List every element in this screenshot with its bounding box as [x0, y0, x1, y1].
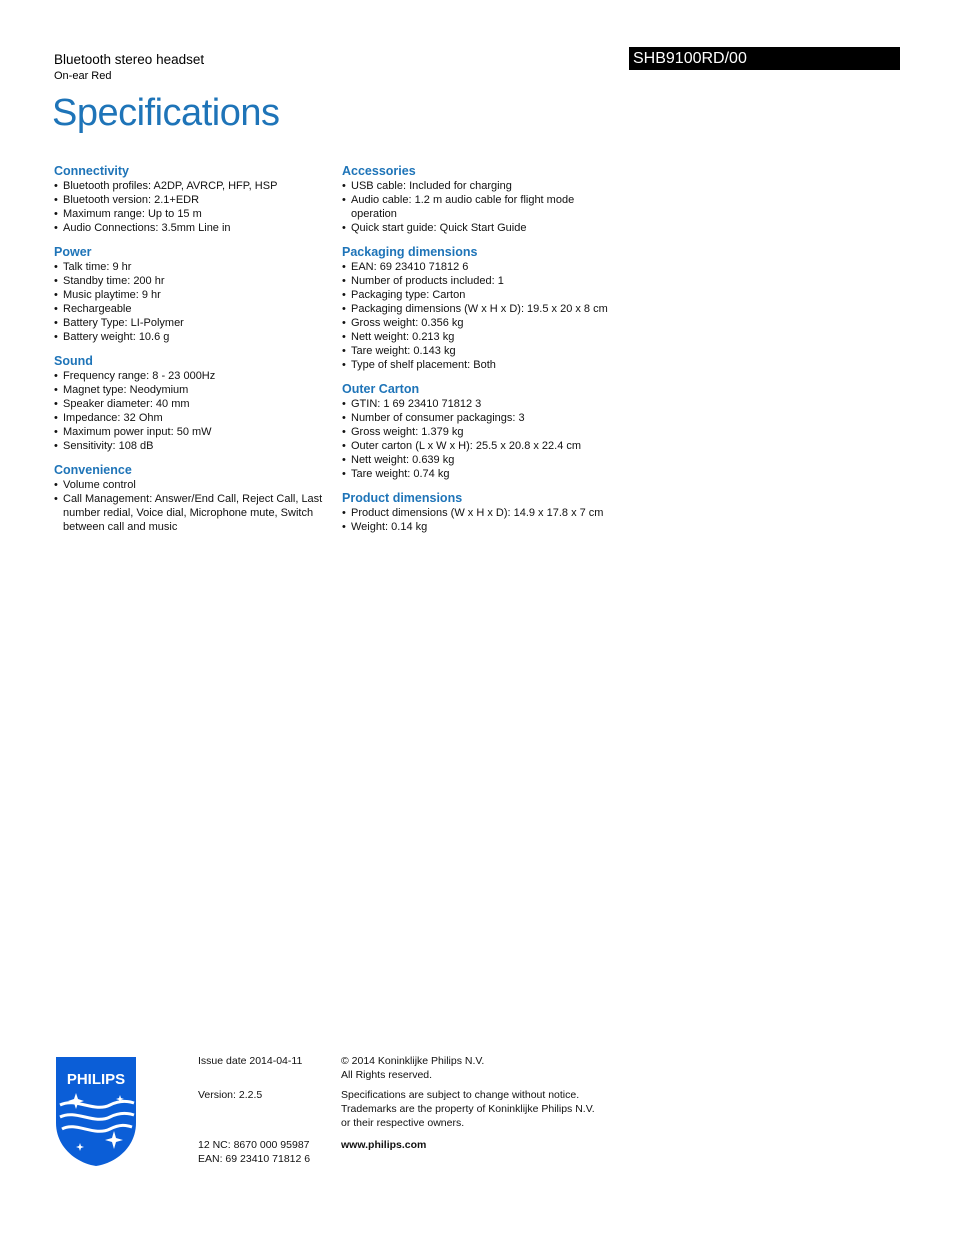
spec-item: • Sensitivity: 108 dB	[54, 439, 334, 453]
spec-item: • Number of consumer packagings: 3	[342, 411, 622, 425]
issue-date: Issue date 2014-04-11	[198, 1055, 303, 1067]
spec-item: • Maximum power input: 50 mW	[54, 425, 334, 439]
model-number-box: SHB9100RD/00	[629, 47, 900, 70]
spec-item: • Frequency range: 8 - 23 000Hz	[54, 369, 334, 383]
copyright-line: © 2014 Koninklijke Philips N.V.	[341, 1055, 485, 1067]
spec-item: • Rechargeable	[54, 302, 334, 316]
spec-item: • Tare weight: 0.74 kg	[342, 467, 622, 481]
spec-item: • USB cable: Included for charging	[342, 179, 622, 193]
version: Version: 2.2.5	[198, 1089, 263, 1101]
section-packaging-dimensions	[342, 244, 622, 372]
spec-item: • Nett weight: 0.639 kg	[342, 453, 622, 467]
spec-column-left	[54, 163, 334, 543]
section-title: Product dimensions	[342, 491, 463, 505]
section-title: Packaging dimensions	[342, 245, 478, 259]
spec-item: • Gross weight: 0.356 kg	[342, 316, 622, 330]
spec-item: • Bluetooth profiles: A2DP, AVRCP, HFP, HSP	[54, 179, 334, 193]
section-title: Connectivity	[54, 164, 130, 178]
owners-line: or their respective owners.	[341, 1117, 465, 1129]
spec-item: • Standby time: 200 hr	[54, 274, 334, 288]
spec-item: • Battery Type: LI-Polymer	[54, 316, 334, 330]
section-title: Outer Carton	[342, 382, 420, 396]
spec-item: • Weight: 0.14 kg	[342, 520, 622, 534]
notice-line: Specifications are subject to change without notice.	[341, 1089, 580, 1101]
product-name: Bluetooth stereo headset	[54, 52, 205, 67]
spec-item: • Packaging type: Carton	[342, 288, 622, 302]
spec-item: • Bluetooth version: 2.1+EDR	[54, 193, 334, 207]
section-sound	[54, 353, 334, 453]
section-title: Power	[54, 245, 92, 259]
spec-item: • Type of shelf placement: Both	[342, 358, 622, 372]
section-title: Convenience	[54, 463, 132, 477]
section-outer-carton	[342, 381, 622, 481]
footer	[0, 1050, 954, 1180]
spec-item: • Gross weight: 1.379 kg	[342, 425, 622, 439]
spec-item: • Audio Connections: 3.5mm Line in	[54, 221, 334, 235]
section-product-dimensions	[342, 490, 622, 534]
spec-item: • Number of products included: 1	[342, 274, 622, 288]
section-power	[54, 244, 334, 344]
page-title: Specifications	[52, 92, 280, 134]
website-link[interactable]: www.philips.com	[341, 1139, 427, 1151]
spec-item: • Battery weight: 10.6 g	[54, 330, 334, 344]
footer-meta-left	[198, 1054, 310, 1166]
spec-item: • Nett weight: 0.213 kg	[342, 330, 622, 344]
section-convenience	[54, 462, 334, 534]
rights-line: All Rights reserved.	[341, 1069, 433, 1081]
spec-item: • Magnet type: Neodymium	[54, 383, 334, 397]
spec-item: • Product dimensions (W x H x D): 14.9 x 17.8 x 7 cm	[342, 506, 622, 520]
spec-item: • Quick start guide: Quick Start Guide	[342, 221, 622, 235]
section-title: Accessories	[342, 164, 416, 178]
spec-item: • Call Management: Answer/End Call, Reject Call, Last number redial, Voice dial, Microphone mute, Switch between call and music	[54, 492, 334, 534]
svg-text:PHILIPS: PHILIPS	[66, 1071, 126, 1088]
spec-item: • Audio cable: 1.2 m audio cable for flight mode operation	[342, 193, 622, 221]
spec-column-right	[342, 163, 622, 543]
spec-item: • Tare weight: 0.143 kg	[342, 344, 622, 358]
nc-number: 12 NC: 8670 000 95987	[198, 1139, 310, 1151]
section-accessories	[342, 163, 622, 235]
philips-shield-logo	[54, 1055, 138, 1168]
spec-item: • Outer carton (L x W x H): 25.5 x 20.8 x 22.4 cm	[342, 439, 622, 453]
spec-item: • Music playtime: 9 hr	[54, 288, 334, 302]
product-variant: On-ear Red	[54, 70, 112, 82]
spec-item: • Speaker diameter: 40 mm	[54, 397, 334, 411]
spec-item: • Maximum range: Up to 15 m	[54, 207, 334, 221]
spec-item: • GTIN: 1 69 23410 71812 3	[342, 397, 622, 411]
section-connectivity	[54, 163, 334, 235]
section-title: Sound	[54, 354, 93, 368]
spec-item: • Packaging dimensions (W x H x D): 19.5 x 20 x 8 cm	[342, 302, 622, 316]
footer-legal	[341, 1054, 595, 1152]
philips-shield-icon	[54, 1055, 138, 1168]
spec-item: • Impedance: 32 Ohm	[54, 411, 334, 425]
footer-ean: EAN: 69 23410 71812 6	[198, 1153, 311, 1165]
spec-item: • EAN: 69 23410 71812 6	[342, 260, 622, 274]
spec-item: • Volume control	[54, 478, 334, 492]
trademark-line: Trademarks are the property of Koninklijke Philips N.V.	[341, 1103, 595, 1115]
spec-item: • Talk time: 9 hr	[54, 260, 334, 274]
